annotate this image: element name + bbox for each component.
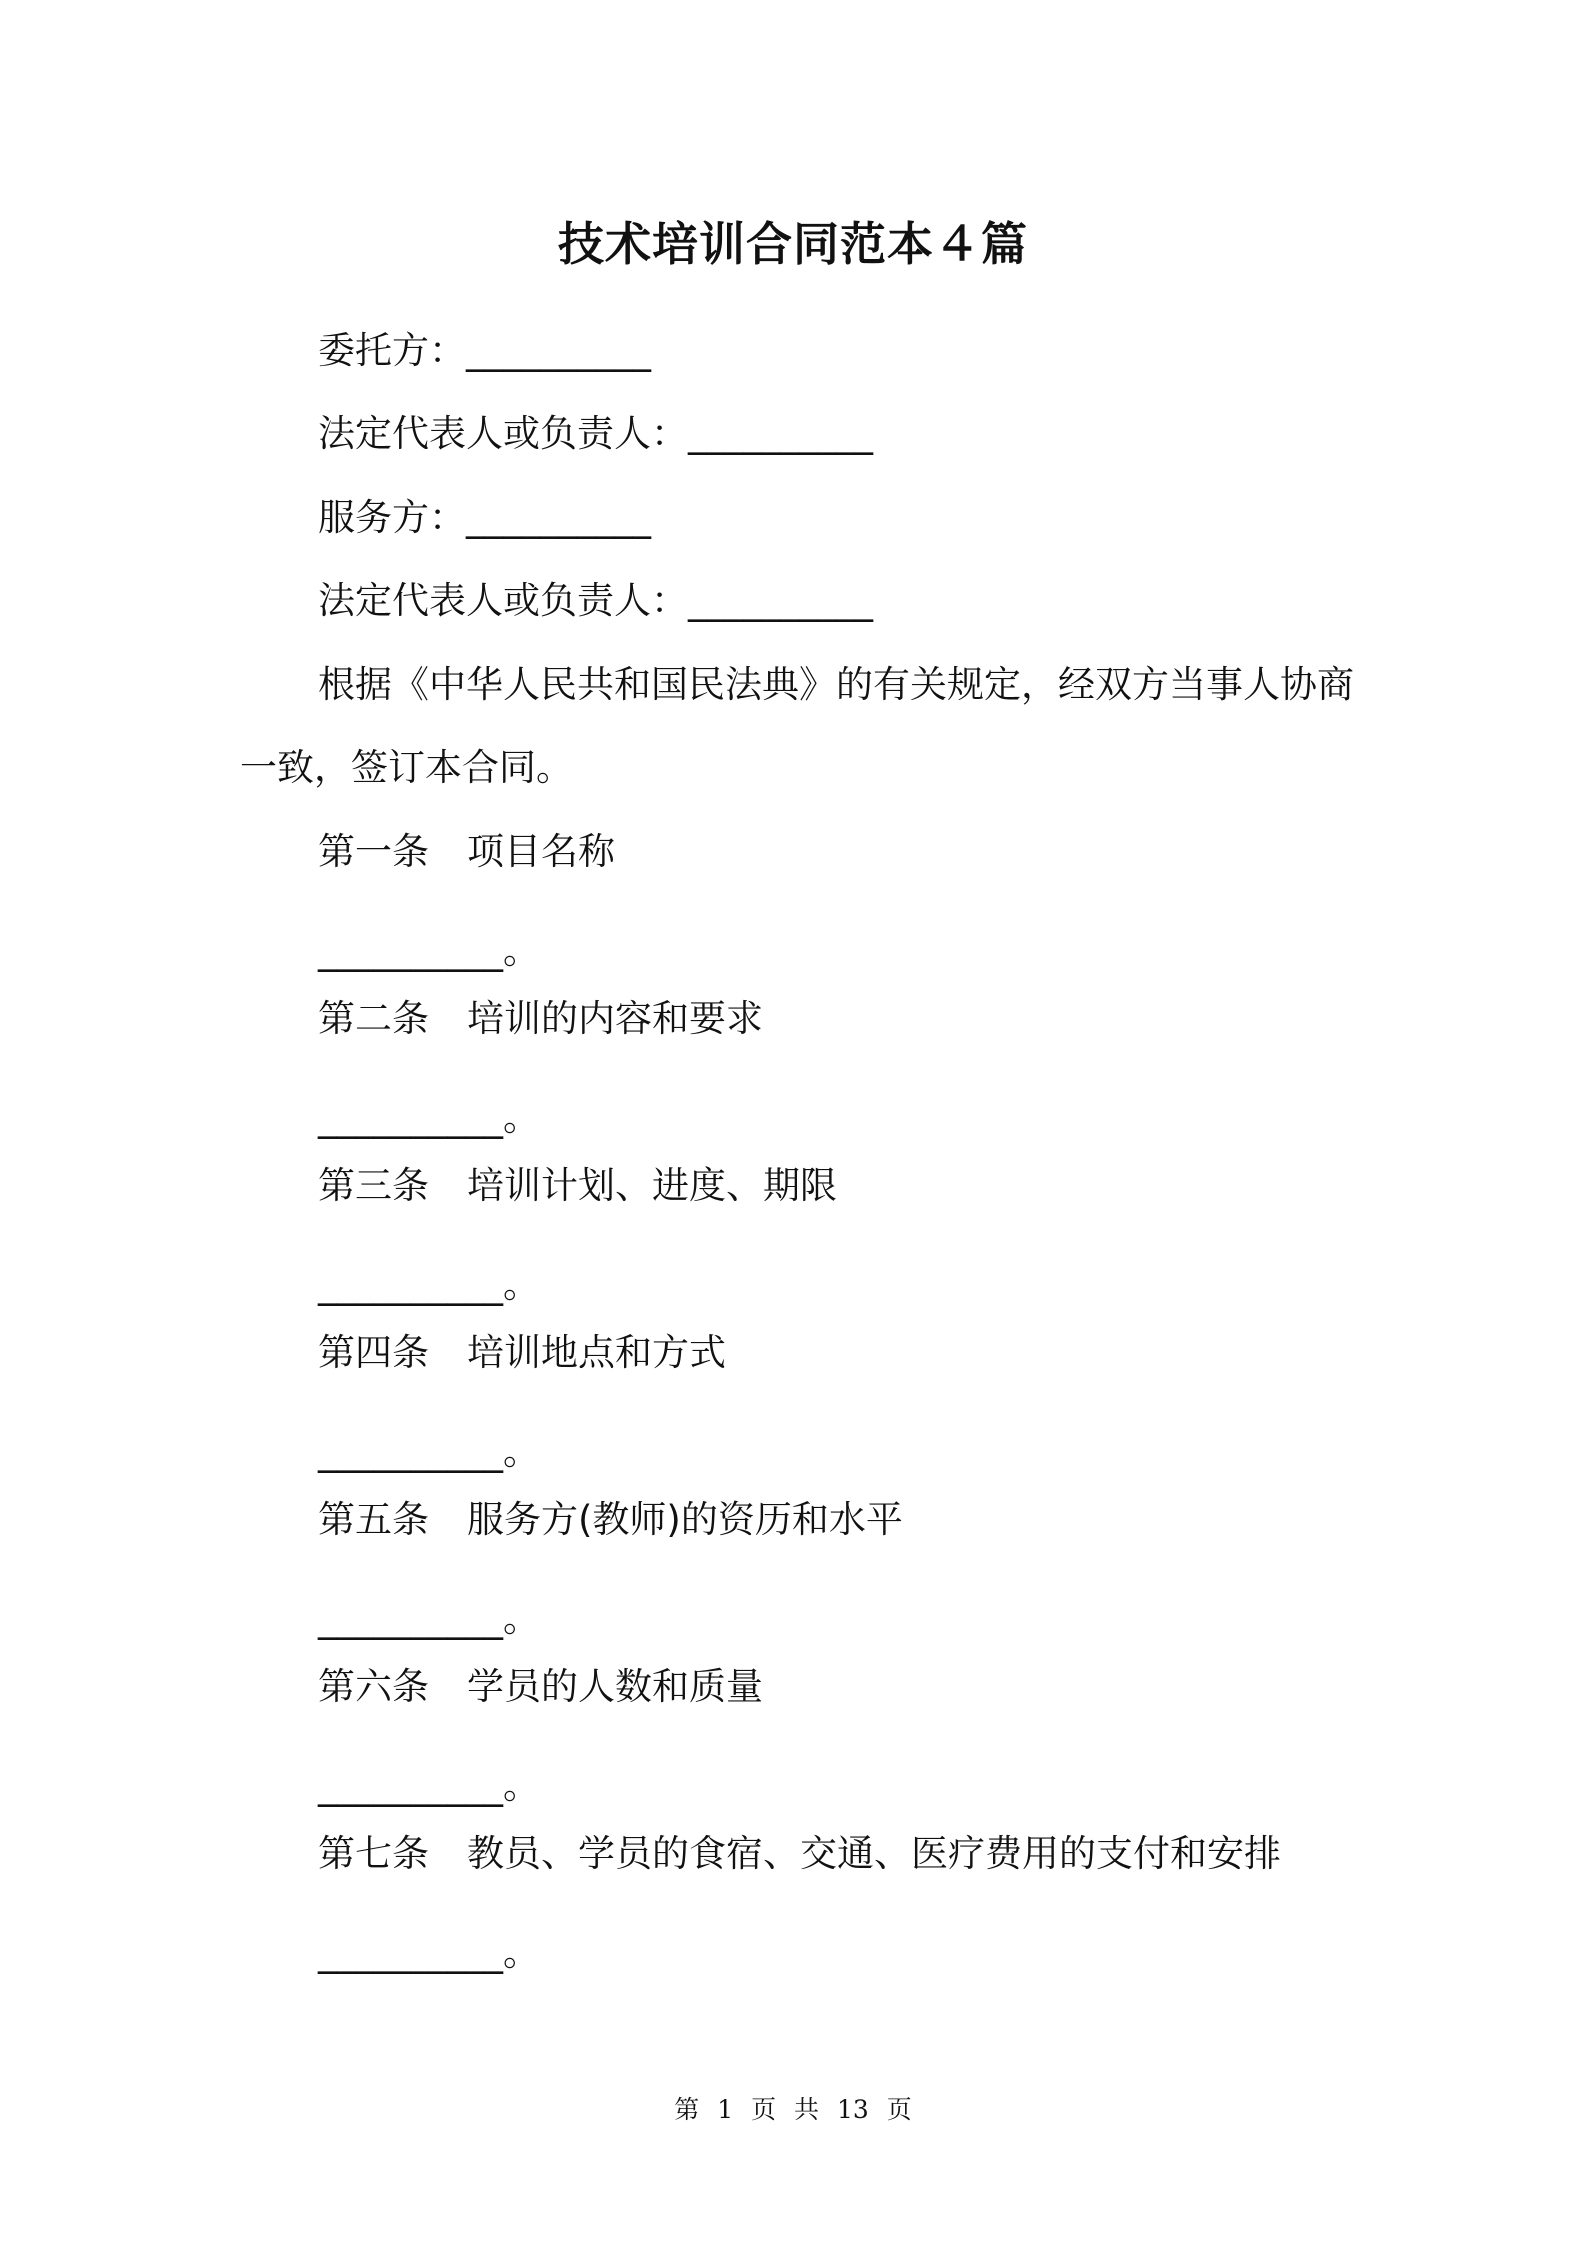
article-title: 培训的内容和要求 <box>467 997 763 1040</box>
article-2-heading <box>318 993 763 1045</box>
page-number-footer: 第 1 页 共 13 页 <box>674 2095 912 2124</box>
party-service-representative: 法定代表人或负责人：__________ <box>318 579 873 622</box>
article-number: 第二条 <box>318 997 429 1040</box>
party-client-representative: 法定代表人或负责人：__________ <box>318 412 873 455</box>
party-service: 服务方：__________ <box>318 496 651 539</box>
article-1-heading <box>318 826 615 878</box>
article-7-blank: __________。 <box>318 1931 540 1974</box>
article-6-heading <box>318 1661 763 1713</box>
article-1-blank: __________。 <box>318 929 540 972</box>
article-number: 第四条 <box>318 1331 429 1374</box>
article-title: 服务方(教师)的资历和水平 <box>467 1498 903 1541</box>
article-number: 第三条 <box>318 1164 429 1207</box>
article-number: 第七条 <box>318 1832 429 1875</box>
article-number: 第六条 <box>318 1665 429 1708</box>
document-title: 技术培训合同范本４篇 <box>558 217 1028 271</box>
article-title: 培训地点和方式 <box>467 1331 726 1374</box>
article-number: 第一条 <box>318 830 429 873</box>
article-5-heading <box>318 1494 903 1546</box>
preamble-line-2: 一致，签订本合同。 <box>240 746 573 789</box>
article-5-blank: __________。 <box>318 1597 540 1640</box>
article-title: 项目名称 <box>467 830 615 873</box>
article-3-heading <box>318 1160 837 1212</box>
article-title: 学员的人数和质量 <box>467 1665 763 1708</box>
article-number: 第五条 <box>318 1498 429 1541</box>
article-3-blank: __________。 <box>318 1263 540 1306</box>
preamble-line-1: 根据《中华人民共和国民法典》的有关规定，经双方当事人协商 <box>318 663 1354 706</box>
article-2-blank: __________。 <box>318 1096 540 1139</box>
article-6-blank: __________。 <box>318 1764 540 1807</box>
article-7-heading <box>318 1828 1281 1880</box>
article-4-heading <box>318 1327 726 1379</box>
party-client: 委托方：__________ <box>318 329 651 372</box>
article-4-blank: __________。 <box>318 1430 540 1473</box>
article-title: 教员、学员的食宿、交通、医疗费用的支付和安排 <box>467 1832 1281 1875</box>
article-title: 培训计划、进度、期限 <box>467 1164 837 1207</box>
